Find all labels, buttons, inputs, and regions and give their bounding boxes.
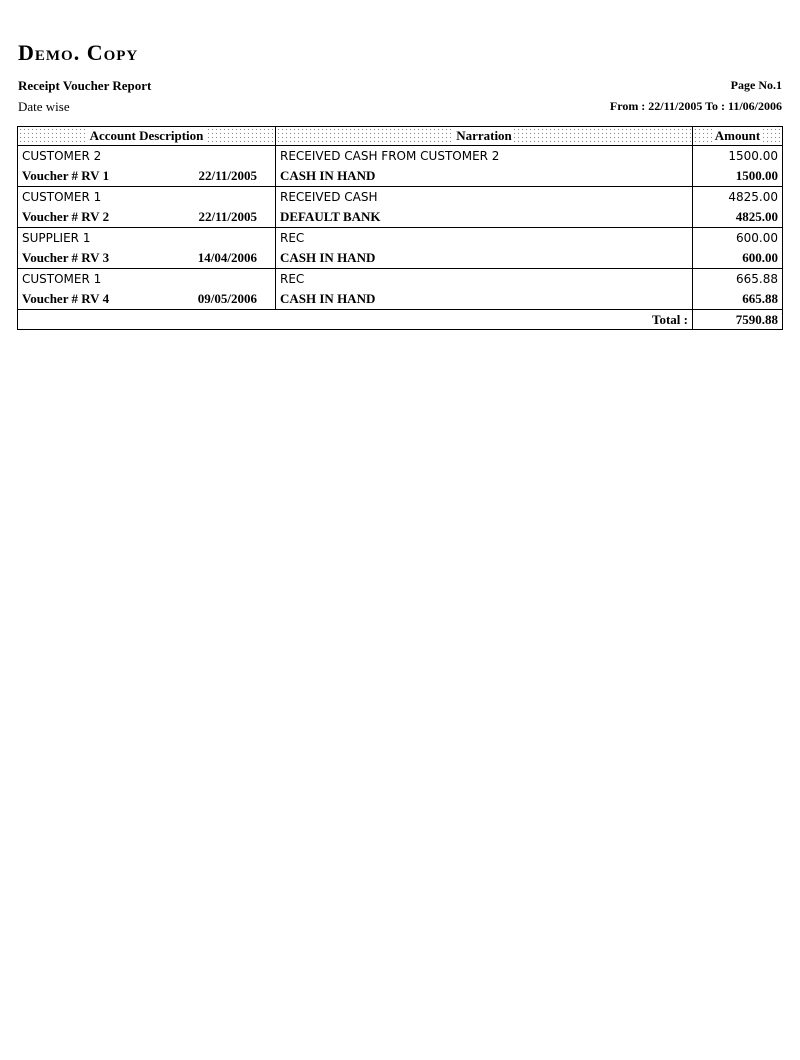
table-row — [18, 228, 783, 249]
voucher-cell — [18, 248, 276, 269]
receipt-voucher-table — [17, 126, 783, 330]
voucher-date: 14/04/2006 — [197, 250, 257, 265]
contra-account-cell: CASH IN HAND — [276, 289, 693, 310]
amount-cell: 1500.00 — [693, 146, 783, 167]
amount-cell: 4825.00 — [693, 187, 783, 208]
voucher-number: Voucher # RV 3 — [22, 250, 110, 265]
voucher-cell — [18, 207, 276, 228]
voucher-total-cell: 4825.00 — [693, 207, 783, 228]
voucher-total-cell: 600.00 — [693, 248, 783, 269]
table-row-voucher — [18, 248, 783, 269]
voucher-number: Voucher # RV 1 — [22, 168, 110, 183]
narration-cell: RECEIVED CASH FROM CUSTOMER 2 — [276, 146, 693, 167]
voucher-cell — [18, 289, 276, 310]
voucher-date: 09/05/2006 — [197, 291, 257, 306]
table-row — [18, 146, 783, 167]
narration-cell: REC — [276, 269, 693, 290]
contra-account-cell: CASH IN HAND — [276, 248, 693, 269]
narration-cell: RECEIVED CASH — [276, 187, 693, 208]
table-row-voucher — [18, 166, 783, 187]
table-row-voucher — [18, 207, 783, 228]
date-range: From : 22/11/2005 To : 11/06/2006 — [609, 99, 782, 113]
report-title: Receipt Voucher Report — [18, 78, 152, 93]
page-number: Page No.1 — [730, 78, 782, 92]
account-cell: SUPPLIER 1 — [18, 228, 276, 249]
report-subtitle: Date wise — [18, 99, 70, 114]
voucher-cell — [18, 166, 276, 187]
account-cell: CUSTOMER 1 — [18, 187, 276, 208]
grand-total: 7590.88 — [693, 310, 783, 330]
table-row — [18, 187, 783, 208]
voucher-date: 22/11/2005 — [198, 168, 257, 183]
table-header-row — [18, 127, 783, 146]
amount-cell: 600.00 — [693, 228, 783, 249]
column-header-account: Account Description — [18, 127, 276, 146]
column-header-narration: Narration — [276, 127, 693, 146]
voucher-date: 22/11/2005 — [198, 209, 257, 224]
total-label: Total : — [18, 310, 693, 330]
contra-account-cell: DEFAULT BANK — [276, 207, 693, 228]
voucher-number: Voucher # RV 2 — [22, 209, 110, 224]
account-cell: CUSTOMER 2 — [18, 146, 276, 167]
table-row — [18, 269, 783, 290]
account-cell: CUSTOMER 1 — [18, 269, 276, 290]
voucher-total-cell: 665.88 — [693, 289, 783, 310]
column-header-amount: Amount — [693, 127, 783, 146]
voucher-total-cell: 1500.00 — [693, 166, 783, 187]
voucher-number: Voucher # RV 4 — [22, 291, 110, 306]
contra-account-cell: CASH IN HAND — [276, 166, 693, 187]
narration-cell: REC — [276, 228, 693, 249]
total-row — [18, 310, 783, 330]
amount-cell: 665.88 — [693, 269, 783, 290]
table-row-voucher — [18, 289, 783, 310]
demo-copy-title: Demo. Copy — [18, 40, 139, 65]
